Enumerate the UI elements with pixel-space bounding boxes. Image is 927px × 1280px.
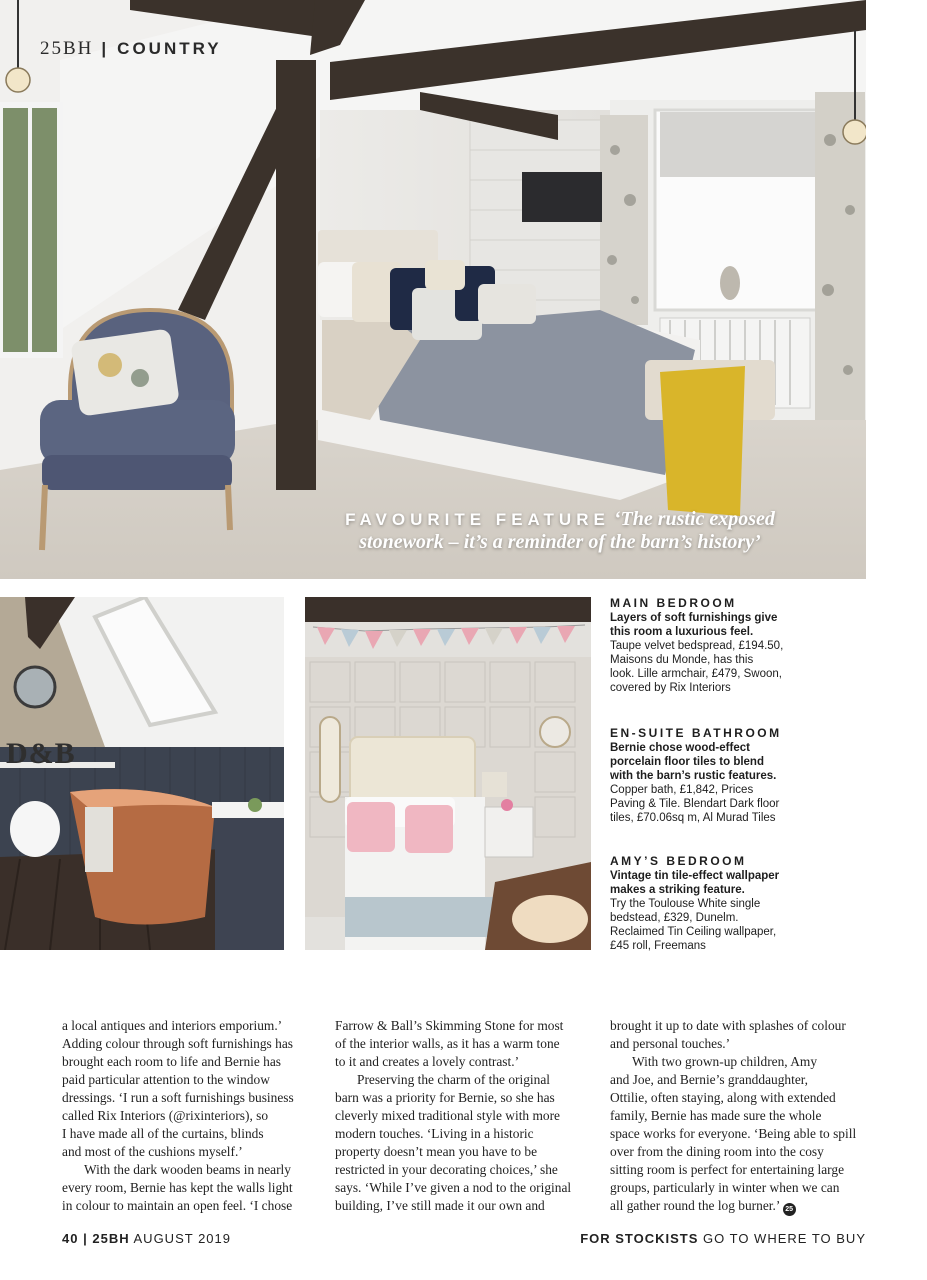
masthead-brand: 25BH (40, 38, 94, 59)
caption-title: AMY’S BEDROOM (610, 854, 747, 868)
text-line: Adding colour through soft furnishings has (62, 1036, 293, 1051)
text-line: groups, particularly in winter when we can (610, 1180, 840, 1195)
text-line: brought each room to life and Bernie has (62, 1054, 282, 1069)
caption-text-line: tiles, £70.06sq m, Al Murad Tiles (610, 812, 776, 824)
caption-lead-line: this room a luxurious feel. (610, 626, 754, 638)
bed-runner (345, 897, 510, 937)
text-line: family, Bernie has made sure the whole (610, 1108, 822, 1123)
text-line: building, I’ve still made it our own and (335, 1198, 545, 1213)
pinecone-ornament (720, 266, 740, 300)
text-line: to it and creates a lovely contrast.’ (335, 1054, 520, 1069)
text-line: a local antiques and interiors emporium.’ (62, 1018, 283, 1033)
text-line: I have made all of the curtains, blinds (62, 1126, 264, 1141)
caption-text-line: Maisons du Monde, has this (610, 654, 754, 666)
caption-title: EN-SUITE BATHROOM (610, 726, 782, 740)
feature-quote-line2: stonework – it’s a reminder of the barn’s history’ (359, 531, 761, 553)
text-line: modern touches. ‘Living in a historic (335, 1126, 534, 1141)
text-line: dressings. ‘I run a soft furnishings business (62, 1090, 294, 1105)
footer-issue: AUGUST 2019 (133, 1231, 231, 1246)
caption-text-line: Taupe velvet bedspread, £194.50, (610, 640, 784, 652)
caption-lead-line: makes a striking feature. (610, 884, 745, 896)
caption-lead-line: porcelain floor tiles to blend (610, 756, 764, 768)
bedstead (350, 737, 475, 807)
caption-text-line: look. Lille armchair, £479, Swoon, (610, 668, 782, 680)
caption-text-line: covered by Rix Interiors (610, 682, 731, 694)
caption-lead-line: Bernie chose wood-effect (610, 742, 750, 754)
masthead-divider: | (101, 39, 110, 58)
round-mirror (15, 667, 55, 707)
bathroom-illustration (0, 597, 284, 950)
curtain-left (600, 115, 648, 325)
text-line: every room, Bernie has kept the walls light (62, 1180, 293, 1195)
wall-tv (522, 172, 602, 222)
amys-bedroom-illustration (305, 597, 591, 950)
text-line: of the interior walls, as it has a warm tone (335, 1036, 560, 1051)
favourite-feature-caption (300, 508, 820, 554)
text-line: barn was a priority for Bernie, so she has (335, 1090, 555, 1105)
caption-text-line: Reclaimed Tin Ceiling wallpaper, (610, 926, 777, 938)
bedside-table (485, 807, 533, 857)
caption-lead-line: with the barn’s rustic features. (610, 770, 777, 782)
caption-amys-bedroom (610, 853, 810, 953)
db-sign: D&B (6, 737, 76, 770)
text-line: Farrow & Ball’s Skimming Stone for most (335, 1018, 564, 1033)
text-line: called Rix Interiors (@rixinteriors), so (62, 1108, 269, 1123)
feature-label: FAVOURITE FEATURE (345, 510, 610, 529)
hero-photo (0, 0, 866, 579)
text-line: Ottilie, often staying, along with extended (610, 1090, 836, 1105)
text-line-final: all gather round the log burner.’ (610, 1198, 780, 1213)
bathroom-photo (0, 597, 284, 950)
caption-text-line: Paving & Tile. Blendart Dark floor (610, 798, 780, 810)
paragraph (335, 1071, 597, 1215)
feature-quote-line1: ‘The rustic exposed (613, 508, 775, 530)
vanity-unit (215, 807, 284, 950)
page-footer-left (62, 1231, 231, 1246)
paragraph (610, 1017, 872, 1053)
page-footer-right (580, 1231, 866, 1246)
text-line: brought it up to date with splashes of colour (610, 1018, 846, 1033)
amys-bedroom-photo (305, 597, 591, 950)
yellow-throw (660, 366, 745, 516)
paragraph (610, 1053, 872, 1216)
text-line: paid particular attention to the window (62, 1072, 270, 1087)
paragraph (335, 1017, 597, 1071)
pendant-bulb (6, 68, 30, 92)
masthead-section: COUNTRY (117, 39, 222, 58)
text-line: and Joe, and Bernie’s granddaughter, (610, 1072, 809, 1087)
text-line: cleverly mixed traditional style with more (335, 1108, 560, 1123)
text-line: sitting room is perfect for entertaining large (610, 1162, 845, 1177)
footer-brand: 25BH (92, 1231, 130, 1246)
caption-lead-line: Vintage tin tile-effect wallpaper (610, 870, 780, 882)
pink-cushion-right (405, 805, 453, 853)
article-column-3 (610, 1017, 872, 1216)
page-number: 40 (62, 1231, 79, 1246)
caption-en-suite (610, 725, 810, 825)
arched-mirror (320, 717, 340, 802)
caption-main-bedroom (610, 595, 810, 695)
pink-cushion-left (347, 802, 395, 852)
end-mark-icon: 25 (783, 1203, 796, 1216)
caption-text-line: Copper bath, £1,842, Prices (610, 784, 754, 796)
text-line: space works for everyone. ‘Being able to spill (610, 1126, 857, 1141)
text-line (610, 1197, 872, 1216)
sheepskin-rug (512, 895, 588, 943)
text-line: and most of the cushions myself.’ (62, 1144, 243, 1159)
text-line: in colour to maintain an open feel. ‘I chose (62, 1198, 293, 1213)
caption-title: MAIN BEDROOM (610, 596, 737, 610)
caption-lead-line: Layers of soft furnishings give (610, 612, 778, 624)
text-line: says. ‘While I’ve given a nod to the original (335, 1180, 572, 1195)
roman-blind (660, 112, 815, 177)
caption-text-line: £45 roll, Freemans (610, 940, 706, 952)
text-line: Preserving the charm of the original (357, 1072, 550, 1087)
stockists-text: GO TO WHERE TO BUY (703, 1231, 866, 1246)
main-bedroom-illustration (0, 0, 866, 579)
text-line: restricted in your decorating choices,’ she (335, 1162, 558, 1177)
paragraph (62, 1161, 324, 1215)
article-column-1 (62, 1017, 324, 1215)
paragraph (62, 1017, 324, 1161)
caption-text-line: bedstead, £329, Dunelm. (610, 912, 739, 924)
stockists-label: FOR STOCKISTS (580, 1231, 699, 1246)
text-line: With two grown-up children, Amy (632, 1054, 818, 1069)
text-line: With the dark wooden beams in nearly (84, 1162, 291, 1177)
text-line: over from the dining room into the cosy (610, 1144, 824, 1159)
toilet (10, 801, 60, 857)
caption-text-line: Try the Toulouse White single (610, 898, 761, 910)
text-line: property doesn’t mean you have to be (335, 1144, 538, 1159)
masthead (40, 38, 222, 60)
article-column-2 (335, 1017, 597, 1215)
text-line: and personal touches.’ (610, 1036, 731, 1051)
footer-divider: | (83, 1231, 88, 1246)
